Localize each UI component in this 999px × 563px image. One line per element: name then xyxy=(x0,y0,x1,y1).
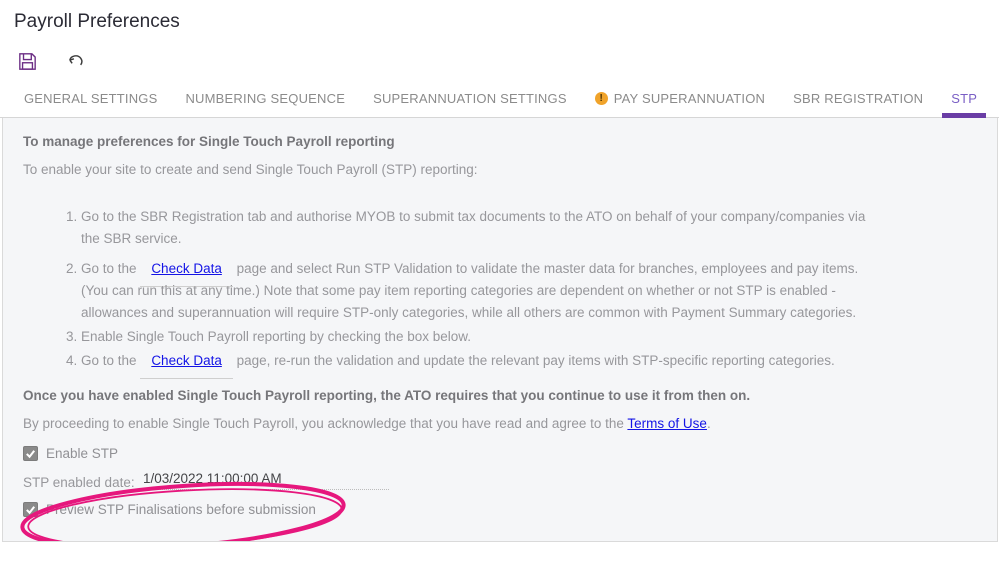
stp-steps-list xyxy=(23,206,871,372)
terms-agreement-text xyxy=(23,414,977,434)
step-item-1 xyxy=(81,206,871,250)
warning-icon: ! xyxy=(595,92,608,105)
step-text: Enable Single Touch Payroll reporting by checking the box below. xyxy=(81,329,471,344)
tab-sbr-registration[interactable] xyxy=(779,83,937,117)
preview-stp-label: Preview STP Finalisations before submission xyxy=(46,502,316,517)
preview-stp-checkbox[interactable] xyxy=(23,502,38,517)
step-text: page, re-run the validation and update the relevant pay items with STP-specific reporting categories. xyxy=(236,353,835,368)
enable-stp-label: Enable STP xyxy=(46,446,119,461)
enable-stp-row xyxy=(23,446,977,461)
save-icon xyxy=(17,51,38,72)
tab-bar xyxy=(0,83,999,118)
stp-enabled-date-label: STP enabled date: xyxy=(23,475,135,490)
step-text: Go to the xyxy=(81,353,137,368)
tab-numbering-sequence[interactable] xyxy=(171,83,359,117)
undo-icon xyxy=(65,51,86,72)
tab-superannuation-settings[interactable] xyxy=(359,83,581,117)
step-item-3 xyxy=(81,326,871,348)
tab-general-settings[interactable] xyxy=(10,83,171,117)
enable-stp-checkbox[interactable] xyxy=(23,446,38,461)
tab-label: STP xyxy=(951,91,978,106)
agree-text: . xyxy=(706,416,711,431)
step-item-4 xyxy=(81,350,871,372)
check-icon xyxy=(24,503,37,516)
tab-label: SUPERANNUATION SETTINGS xyxy=(373,91,567,106)
check-data-link[interactable]: Check Data xyxy=(151,261,222,276)
page-title: Payroll Preferences xyxy=(14,11,180,32)
step-text: Go to the SBR Registration tab and authorise MYOB to submit tax documents to the ATO on behalf of your company/companies via the SBR service. xyxy=(81,209,866,246)
terms-of-use-link[interactable]: Terms of Use xyxy=(627,416,707,431)
tab-label: PAY SUPERANNUATION xyxy=(613,91,766,106)
save-button[interactable] xyxy=(16,50,38,72)
tab-label: NUMBERING SEQUENCE xyxy=(185,91,346,106)
stp-enabled-date-value[interactable]: 1/03/2022 11:00:00 AM xyxy=(143,471,389,490)
step-text: page and select Run STP Validation to validate the master data for branches, employees and pay items. (You can run this at any time.) Note that some pay item reporting categories are dependent on whether or not STP is enabled - allowances and superannuation will require STP-only categories, while all others are common with Payment Summary categories. xyxy=(81,261,859,320)
toolbar xyxy=(0,33,999,73)
agree-text: By proceeding to enable Single Touch Payroll, you acknowledge that you have read and agree to the xyxy=(23,416,628,431)
stp-enabled-date-row xyxy=(23,471,977,490)
preview-stp-row xyxy=(23,502,977,517)
tab-label: SBR REGISTRATION xyxy=(793,91,924,106)
stp-section-heading: To manage preferences for Single Touch Payroll reporting xyxy=(23,134,395,149)
tab-label: GENERAL SETTINGS xyxy=(24,91,158,106)
undo-button[interactable] xyxy=(64,50,86,72)
tab-pay-superannuation[interactable] xyxy=(581,83,779,117)
check-icon xyxy=(24,447,37,460)
check-data-link-field xyxy=(140,350,233,379)
tab-stp[interactable] xyxy=(937,83,991,117)
step-text: Go to the xyxy=(81,261,137,276)
check-data-link[interactable]: Check Data xyxy=(151,353,222,368)
ato-warning-text: Once you have enabled Single Touch Payroll reporting, the ATO requires that you continue to use it from then on. xyxy=(23,388,751,403)
step-item-2 xyxy=(81,258,871,324)
stp-intro-text: To enable your site to create and send Single Touch Payroll (STP) reporting: xyxy=(23,162,478,177)
stp-tab-panel xyxy=(2,118,998,542)
